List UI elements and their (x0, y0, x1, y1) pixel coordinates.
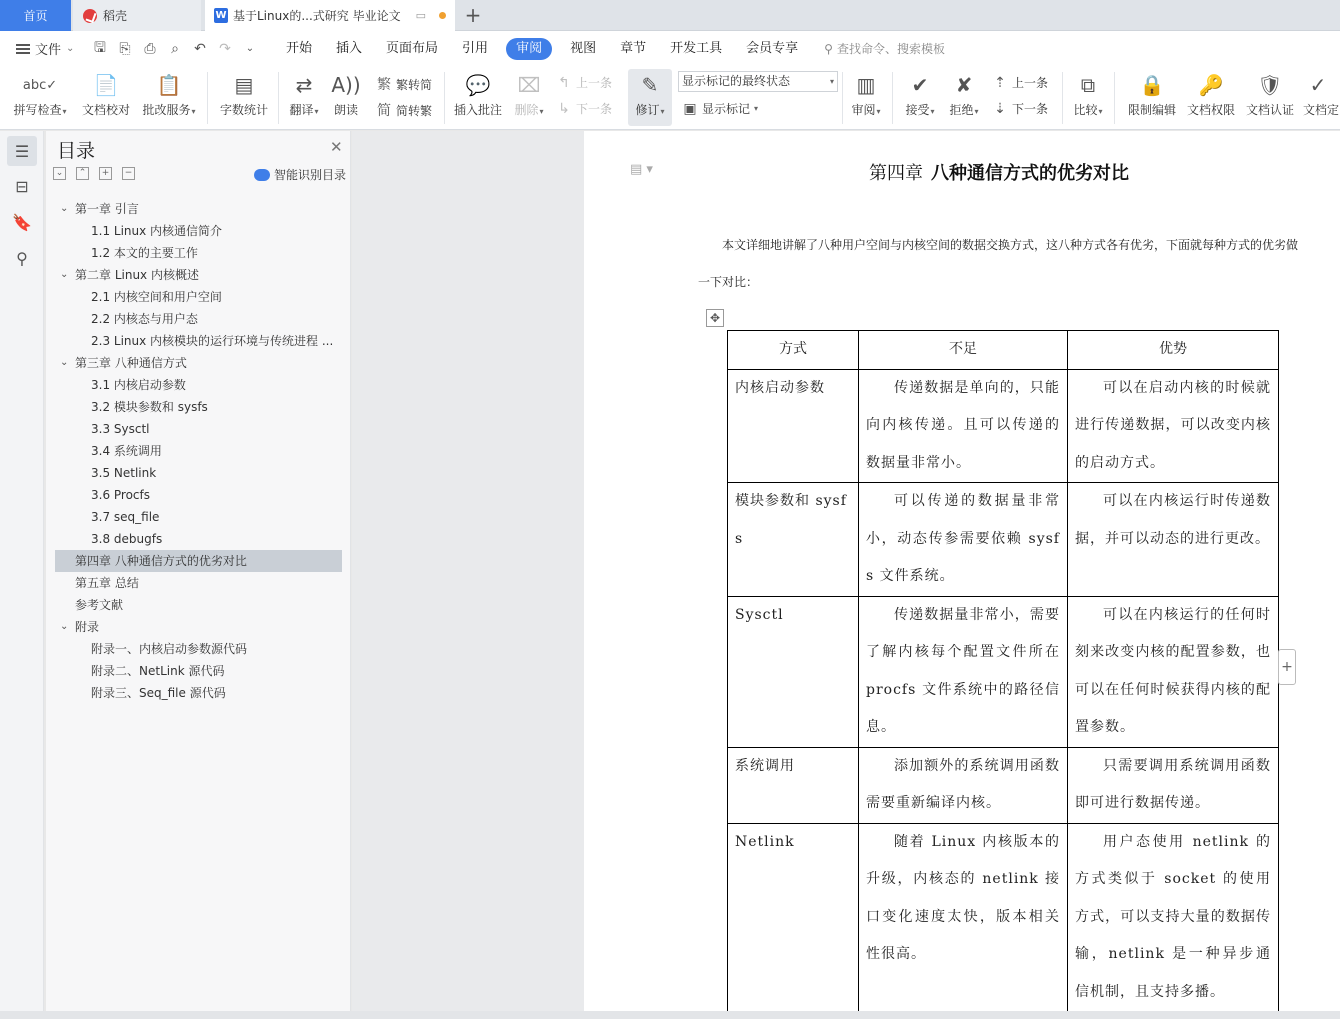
doc-final-label: 文档定 (1303, 103, 1340, 117)
remove-heading-icon[interactable]: − (122, 167, 135, 180)
table-row (728, 747, 1279, 823)
toc-item-label: 3.8 debugfs (91, 532, 163, 546)
table-row (728, 369, 1279, 483)
toc-item[interactable] (55, 198, 342, 220)
toc-item[interactable] (55, 594, 342, 616)
table-cell[interactable]: 模块参数和 sysfs (728, 483, 859, 597)
spell-check-label: 拼写检查 (13, 103, 62, 117)
chevron-down-icon[interactable]: ⌄ (60, 203, 69, 214)
toc-item-label: 第四章 八种通信方式的优劣对比 (75, 554, 247, 568)
table-cell[interactable]: 内核启动参数 (728, 369, 859, 483)
file-menu-label: 文件 (35, 43, 62, 58)
simplified-icon: 简 (377, 103, 391, 119)
toc-item-label: 3.6 Procfs (91, 488, 151, 502)
expand-all-icon[interactable]: ⌄ (53, 167, 66, 180)
table-cell[interactable]: Netlink (728, 823, 859, 1011)
smart-toc-label: 智能识别目录 (274, 168, 347, 182)
toc-item-label: 3.5 Netlink (91, 466, 157, 480)
doc-final-button[interactable] (1303, 66, 1340, 119)
translate-button[interactable]: ⇄ 翻译▾ (286, 66, 322, 119)
prev-change-icon: ⇡ (994, 74, 1006, 91)
toc-item[interactable] (55, 264, 342, 286)
document-page (584, 131, 1340, 1011)
ribbon-tabs (274, 38, 810, 60)
compare-button[interactable]: ⧉ 比较▾ (1070, 66, 1106, 119)
delete-comment-button[interactable]: ⌧ 删除▾ (510, 66, 548, 119)
close-icon[interactable]: ✕ (330, 138, 343, 156)
toc-item[interactable] (55, 352, 342, 374)
toc-item[interactable] (55, 308, 342, 330)
tab-review[interactable]: 审阅 (506, 38, 552, 60)
traditional-icon: 繁 (377, 77, 391, 93)
ribbon-divider (892, 72, 893, 124)
monitor-icon[interactable]: ▭ (415, 9, 426, 22)
ribbon-divider (207, 72, 208, 124)
tab-document[interactable] (205, 0, 455, 31)
smart-ai-icon (254, 169, 270, 181)
word-count-label: 字数统计 (219, 103, 268, 117)
prev-comment-label: 上一条 (576, 76, 613, 90)
table-move-handle-icon[interactable]: ✥ (706, 309, 724, 327)
tab-page-layout[interactable]: 页面布局 (386, 40, 439, 56)
table-cell[interactable]: 可以在内核运行时传递数据，并可以动态的进行更改。 (1068, 483, 1279, 597)
intro-paragraph: 本文详细地讲解了八种用户空间与内核空间的数据交换方式，这八种方式各有优劣，下面就每种方式的优劣做一下对比： (698, 238, 1299, 289)
accept-label: 接受 (905, 103, 930, 117)
spell-check-icon: abc✓ (22, 77, 58, 93)
batch-service-button[interactable]: 📋 批改服务▾ (139, 66, 199, 119)
prev-comment-icon: ↰ (558, 74, 570, 91)
next-comment-icon: ↳ (558, 100, 570, 117)
toc-item[interactable] (55, 660, 342, 682)
next-change-button[interactable] (992, 100, 1048, 117)
track-changes-label: 修订 (635, 103, 660, 117)
status-bar (0, 1011, 1340, 1019)
track-changes-button[interactable]: ✎ 修订▾ (630, 66, 670, 119)
tab-start[interactable]: 开始 (286, 40, 313, 56)
table-cell[interactable]: 随着 Linux 内核版本的升级，内核态的 netlink 接口变化速度太快，版本相关性很高。 (859, 823, 1068, 1011)
word-count-icon: ▤ (234, 73, 254, 97)
markup-state-select[interactable] (678, 71, 838, 92)
toc-item-label: 第一章 引言 (75, 202, 139, 216)
table-cell[interactable]: 添加额外的系统调用函数需要重新编译内核。 (859, 747, 1068, 823)
batch-service-icon: 📋 (156, 73, 182, 97)
tab-references[interactable]: 引用 (462, 40, 489, 56)
bookmark-icon[interactable]: 🔖 (12, 212, 32, 232)
spell-check-button[interactable]: abc✓ 拼写检查▾ (10, 66, 70, 119)
window-tab-bar (0, 0, 1340, 31)
review-pane-icon: ▥ (856, 73, 876, 97)
delete-comment-label: 删除 (514, 103, 539, 117)
doc-proof-icon: 📄 (93, 73, 119, 97)
table-header-cell: 方式 (728, 331, 859, 370)
chevron-down-icon[interactable]: ⌄ (60, 357, 69, 368)
toc-item-label: 2.2 内核态与用户态 (91, 312, 198, 326)
toc-item[interactable] (55, 506, 342, 528)
save-icon[interactable]: 🖫 (94, 39, 106, 56)
certificate-icon: 🛡 (1257, 73, 1283, 97)
table-header-cell: 不足 (859, 331, 1068, 370)
toc-list (55, 198, 342, 704)
table-cell[interactable]: 传递数据是单向的，只能向内核传递。且可以传递的数据量非常小。 (859, 369, 1068, 483)
batch-service-label: 批改服务 (142, 103, 191, 117)
restrict-edit-label: 限制编辑 (1127, 103, 1176, 117)
track-changes-icon: ✎ (641, 73, 659, 97)
daoke-logo-icon (83, 9, 97, 23)
toc-item-label: 附录二、NetLink 源代码 (91, 664, 225, 678)
tab-view[interactable]: 视图 (570, 40, 597, 56)
toc-item[interactable] (55, 616, 342, 638)
toc-item[interactable] (55, 638, 342, 660)
doc-cert-button[interactable] (1244, 66, 1296, 119)
lock-doc-icon: 🔒 (1139, 73, 1165, 97)
toc-item[interactable] (55, 418, 342, 440)
table-row (728, 483, 1279, 597)
next-comment-button[interactable] (556, 100, 612, 117)
next-change-icon: ⇣ (994, 100, 1006, 117)
ribbon-divider (842, 72, 843, 124)
file-menu-button[interactable] (0, 39, 86, 58)
read-aloud-icon: A)) (331, 73, 361, 97)
toc-item[interactable] (55, 330, 342, 352)
prev-comment-button[interactable] (556, 74, 612, 91)
to-simplified-button[interactable] (376, 100, 432, 120)
reject-label: 拒绝 (949, 103, 974, 117)
toc-item[interactable] (55, 374, 342, 396)
chevron-down-icon: ⌄ (66, 43, 75, 54)
compare-icon: ⧉ (1080, 73, 1096, 97)
table-cell[interactable]: 系统调用 (728, 747, 859, 823)
permission-icon: 🔑 (1198, 73, 1224, 97)
to-traditional-button[interactable] (376, 74, 432, 94)
table-cell[interactable]: 传递数据量非常小，需要了解内核每个配置文件所在 procfs 文件系统中的路径信息。 (859, 596, 1068, 747)
hamburger-icon (16, 44, 30, 54)
prev-change-button[interactable] (992, 74, 1048, 91)
chapter-heading (584, 159, 1340, 185)
table-cell[interactable]: 只需要调用系统调用函数即可进行数据传递。 (1068, 747, 1279, 823)
chevron-down-icon[interactable]: ⌄ (60, 269, 69, 280)
toc-item-label: 3.1 内核启动参数 (91, 378, 186, 392)
tab-developer[interactable]: 开发工具 (670, 40, 723, 56)
customize-chevron-icon[interactable]: ⌄ (245, 43, 255, 54)
ribbon-divider (444, 72, 445, 124)
table-cell[interactable]: 可以在启动内核的时候就进行传递数据，可以改变内核的启动方式。 (1068, 369, 1279, 483)
doc-cert-label: 文档认证 (1245, 103, 1294, 117)
ribbon-divider (278, 72, 279, 124)
page-options-icon[interactable]: ▤ ▾ (630, 162, 653, 177)
tab-home-label: 首页 (23, 9, 48, 23)
doc-permission-button[interactable] (1185, 66, 1237, 119)
toc-item[interactable] (55, 682, 342, 704)
toc-item-label: 附录一、内核启动参数源代码 (91, 642, 248, 656)
chapter-number: 第四章 (869, 163, 923, 184)
review-ribbon (0, 66, 1340, 130)
show-markup-label: 显示标记 (702, 102, 751, 116)
add-column-button[interactable]: + (1278, 649, 1296, 685)
toc-item-label: 参考文献 (75, 598, 124, 612)
review-pane-button[interactable]: ▥ 审阅▾ (848, 66, 884, 119)
table-cell[interactable]: 用户态使用 netlink 的方式类似于 socket 的使用方式，可以支持大量的数据传输，netlink 是一种异步通信机制，且支持多播。 (1068, 823, 1279, 1011)
tab-daoke[interactable] (73, 0, 201, 31)
toc-item[interactable] (55, 242, 342, 264)
menu-bar (0, 31, 1340, 66)
chapter-title: 八种通信方式的优劣对比 (931, 163, 1129, 184)
delete-comment-icon: ⌧ (517, 73, 541, 97)
table-cell[interactable]: Sysctl (728, 596, 859, 747)
insert-comment-button[interactable] (452, 66, 504, 119)
markup-state-value: 显示标记的最终状态 (682, 74, 791, 88)
next-comment-label: 下一条 (576, 102, 613, 116)
toc-item[interactable] (55, 440, 342, 462)
table-cell[interactable]: 可以传递的数据量非常小，动态传参需要依赖 sysfs 文件系统。 (859, 483, 1068, 597)
accept-icon: ✔ (911, 73, 929, 97)
toc-item[interactable] (55, 220, 342, 242)
accept-button[interactable]: ✔ 接受▾ (902, 66, 938, 119)
print-icon[interactable]: ⎙ (144, 40, 156, 57)
table-row (728, 596, 1279, 747)
command-search[interactable] (824, 40, 945, 57)
ribbon-divider (1114, 72, 1115, 124)
word-count-button[interactable] (218, 66, 270, 119)
tab-member[interactable]: 会员专享 (746, 40, 799, 56)
table-header-row (728, 331, 1279, 370)
translate-icon: ⇄ (295, 73, 313, 97)
translate-label: 翻译 (289, 103, 314, 117)
review-pane-label: 审阅 (851, 103, 876, 117)
tab-daoke-label: 稻壳 (103, 9, 128, 23)
table-row (728, 823, 1279, 1011)
compare-label: 比较 (1073, 103, 1098, 117)
toc-item[interactable] (55, 550, 342, 572)
show-markup-icon: ▣ (683, 100, 697, 117)
toc-panel (46, 131, 351, 1011)
new-tab-button[interactable]: + (464, 3, 482, 27)
toc-item-label: 附录 (75, 620, 100, 634)
tab-section[interactable]: 章节 (620, 40, 647, 56)
canvas-background (352, 131, 584, 1011)
toc-item-label: 第五章 总结 (75, 576, 139, 590)
toc-item-label: 2.3 Linux 内核模块的运行环境与传统进程 ... (91, 334, 334, 348)
toc-item-label: 3.3 Sysctl (91, 422, 150, 436)
toc-item[interactable] (55, 484, 342, 506)
writer-doc-icon: W (215, 10, 227, 21)
dropdown-arrow-icon: ▾ (829, 77, 834, 86)
toc-item-label: 3.4 系统调用 (91, 444, 162, 458)
redo-icon[interactable]: ↷ (219, 40, 231, 57)
reject-button[interactable]: ✘ 拒绝▾ (946, 66, 982, 119)
doc-permission-label: 文档权限 (1186, 103, 1235, 117)
toc-item-label: 3.7 seq_file (91, 510, 160, 524)
to-traditional-label: 繁转简 (396, 77, 433, 92)
ribbon-divider (1062, 72, 1063, 124)
toc-item-label: 2.1 内核空间和用户空间 (91, 290, 222, 304)
insert-comment-label: 插入批注 (453, 103, 502, 117)
read-aloud-button[interactable] (330, 66, 362, 119)
tab-insert[interactable]: 插入 (336, 40, 363, 56)
toc-item[interactable] (55, 462, 342, 484)
toc-item[interactable] (55, 396, 342, 418)
chapter-nav-icon[interactable]: ⊟ (15, 176, 29, 196)
table-cell[interactable]: 可以在内核运行的任何时刻来改变内核的配置参数，也可以在任何时候获得内核的配置参数。 (1068, 596, 1279, 747)
smart-toc-button[interactable] (254, 166, 346, 183)
doc-proof-label: 文档校对 (81, 103, 130, 117)
toc-item-label: 3.2 模块参数和 sysfs (91, 400, 208, 414)
finalize-icon: ✓ (1309, 73, 1327, 97)
nav-icon-strip (0, 131, 44, 1011)
search-icon[interactable]: ⚲ (16, 248, 28, 268)
toc-item[interactable] (55, 286, 342, 308)
command-search-placeholder: 查找命令、搜索模板 (836, 42, 945, 56)
toc-item[interactable] (55, 528, 342, 550)
next-change-label: 下一条 (1012, 102, 1049, 116)
toc-item-label: 1.1 Linux 内核通信简介 (91, 224, 223, 238)
unsaved-dot-icon (439, 12, 446, 19)
prev-change-label: 上一条 (1012, 76, 1049, 90)
undo-icon[interactable]: ↶ (194, 40, 206, 57)
toc-panel-icon[interactable]: ☰ (7, 136, 37, 166)
tab-document-label: 基于Linux的...式研究 毕业论文 (233, 9, 401, 23)
search-icon: ⚲ (824, 41, 833, 56)
insert-comment-icon: 💬 (465, 73, 491, 97)
toc-toolbar (53, 167, 135, 180)
toc-item-label: 第三章 八种通信方式 (75, 356, 187, 370)
toc-item-label: 附录三、Seq_file 源代码 (91, 686, 226, 700)
collapse-all-icon[interactable]: ⌃ (76, 167, 89, 180)
tab-home[interactable] (0, 0, 71, 31)
print-preview-icon[interactable]: ⌕ (171, 40, 179, 57)
toc-item-label: 1.2 本文的主要工作 (91, 246, 198, 260)
reject-icon: ✘ (955, 73, 973, 97)
read-aloud-label: 朗读 (333, 103, 358, 117)
to-simplified-label: 简转繁 (396, 103, 433, 118)
toc-item-label: 第二章 Linux 内核概述 (75, 268, 199, 282)
comparison-table (727, 330, 1279, 1011)
toc-item[interactable] (55, 572, 342, 594)
table-header-cell: 优势 (1068, 331, 1279, 370)
add-heading-icon[interactable]: + (99, 167, 112, 180)
chevron-down-icon[interactable]: ⌄ (60, 621, 69, 632)
show-markup-button[interactable]: ▣ 显示标记 ▾ (683, 100, 759, 117)
doc-proof-button[interactable] (80, 66, 132, 119)
export-pdf-icon[interactable]: ⎘ (119, 40, 131, 57)
toc-title: 目录 (57, 140, 96, 162)
restrict-edit-button[interactable] (1126, 66, 1178, 119)
quick-access-toolbar (86, 37, 258, 61)
